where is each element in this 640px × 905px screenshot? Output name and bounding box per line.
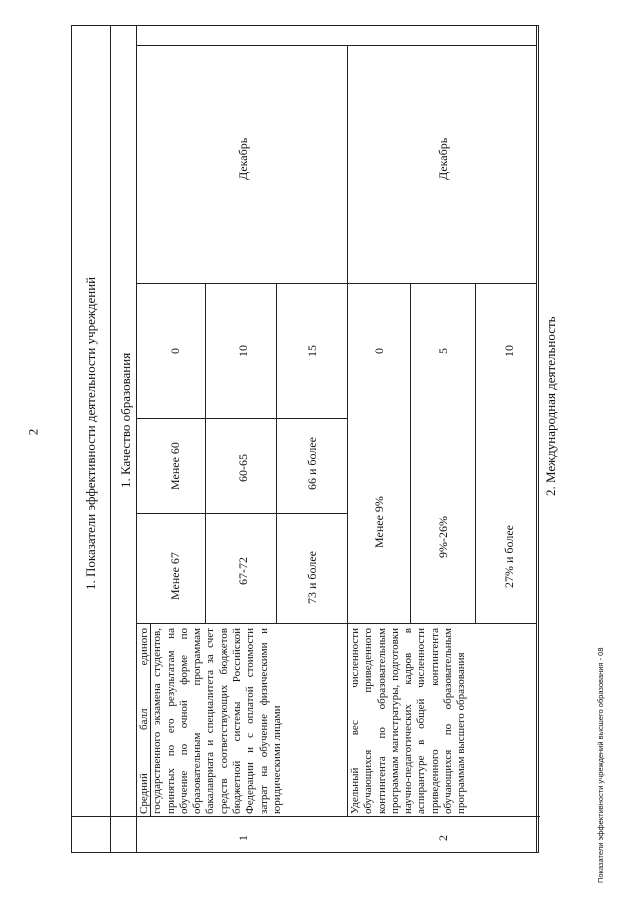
- row2-indicator-text: Удельный вес численности обучающихся приведенного контингента по образовательным программам магистратуры, подготовки научно-педагогических кадров в аспирантуре в общей численности приведенного контингента обучающихся по образовательным программам высшего образования: [349, 628, 468, 814]
- row1-range-low: Менее 67: [168, 552, 182, 600]
- row2-points-1: 5: [436, 348, 450, 354]
- row1-range-mid: 67-72: [236, 557, 250, 585]
- row1-range-alt-mid: 60-65: [236, 454, 250, 482]
- row1-indicator-text: Средний балл единого государственного экзамена студентов, принятых по его результатам на обучение по очной форме по образовательным программам бакалавриата и специалитета за счет средств соответствующих бюджетов бюджетной системы Российской Федерации и с оплатой стоимости затрат на обучение физическими и юридическими лицами: [138, 628, 283, 814]
- row2-range-low: Менее 9%: [372, 496, 386, 548]
- row-number-2: 2: [436, 835, 450, 841]
- row2-period: Декабрь: [436, 137, 450, 180]
- row1-points-2: 15: [305, 345, 319, 357]
- row2-points-0: 0: [372, 348, 386, 354]
- subsection-title-quality: 1. Качество образования: [118, 352, 133, 488]
- page-footer: Показатели эффективности учреждений высшего образования - 08: [596, 647, 605, 883]
- row1-points-0: 0: [168, 348, 182, 354]
- row1-range-alt-high: 66 и более: [305, 436, 319, 490]
- row1-range-high: 73 и более: [305, 550, 319, 604]
- row1-points-1: 10: [236, 345, 250, 357]
- row2-range-mid: 9%-26%: [436, 516, 450, 558]
- row2-points-2: 10: [502, 345, 516, 357]
- row1-range-alt-low: Менее 60: [168, 442, 182, 490]
- row1-period: Декабрь: [236, 137, 250, 180]
- row2-range-high: 27% и более: [502, 524, 516, 588]
- subsection-title-international: 2. Международная деятельность: [543, 316, 558, 496]
- row-number-1: 1: [236, 835, 250, 841]
- page-number: 2: [25, 428, 41, 436]
- section-title: 1. Показатели эффективности деятельности учреждений: [83, 276, 98, 590]
